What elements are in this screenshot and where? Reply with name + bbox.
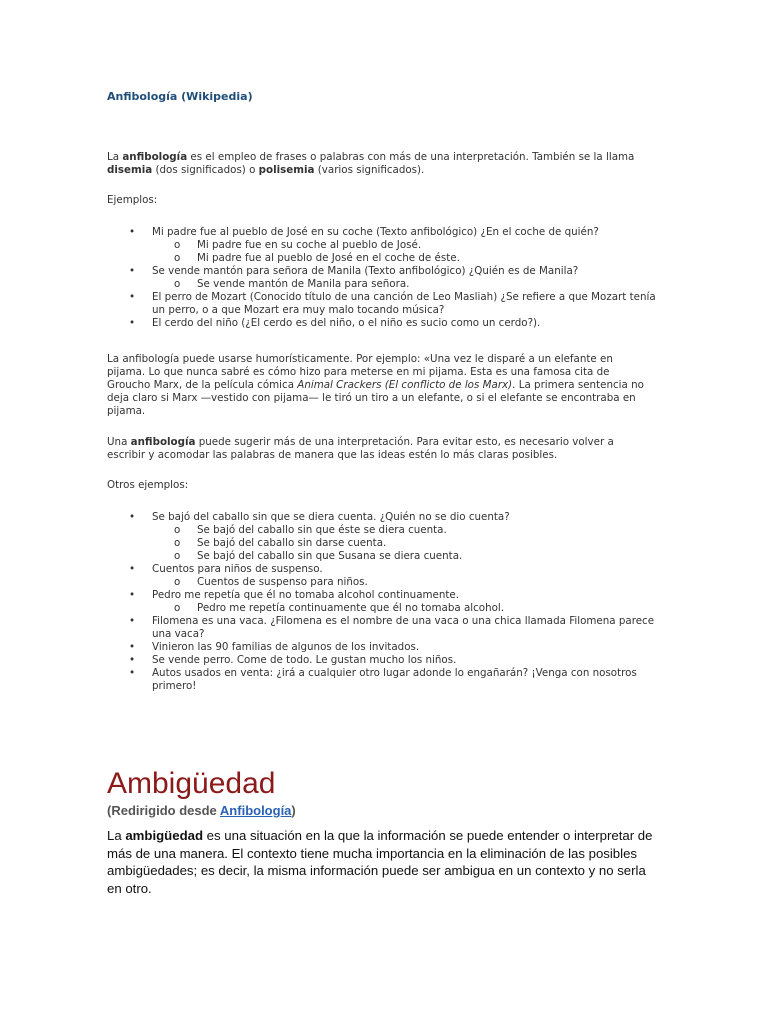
sub-list-item: o Mi padre fue al pueblo de José en el coche de éste. <box>152 252 657 265</box>
sub-list-item: o Se bajó del caballo sin que éste se diera cuenta. <box>152 524 657 537</box>
list-item-text: Mi padre fue al pueblo de José en su coche (Texto anfibológico) ¿En el coche de quién? <box>152 226 599 238</box>
term-anfibologia: anfibología <box>122 151 188 163</box>
list-item <box>107 641 657 654</box>
others-label: Otros ejemplos: <box>107 479 189 491</box>
sub-list-item: o Cuentos de suspenso para niños. <box>152 576 657 589</box>
list-item-text: Se vende perro. Come de todo. Le gustan mucho los niños. <box>152 654 457 666</box>
film-title: Animal Crackers (El conflicto de los Marx) <box>297 379 513 391</box>
redirect-close: ) <box>291 803 296 818</box>
list-item <box>107 615 657 641</box>
ambiguedad-paragraph <box>107 827 662 897</box>
redirect-open: (Redirigido desde <box>107 803 220 818</box>
sub-list-item: o Mi padre fue en su coche al pueblo de José. <box>152 239 657 252</box>
suggest-text-1: Una <box>107 436 131 448</box>
others-list <box>107 511 657 693</box>
list-item-text: Pedro me repetía que él no tomaba alcohol continuamente. <box>152 589 460 601</box>
body-text-2: es una situación en la que la información se puede entender o interpretar de más de una manera. El contexto tiene mucha importancia en la eliminación de las posibles ambigüedades; es decir, la misma información puede ser ambigua en un contexto y no serla en otro. <box>107 828 653 896</box>
sub-list <box>152 524 657 563</box>
term-anfibologia-2: anfibología <box>130 436 196 448</box>
list-item <box>107 654 657 667</box>
section-title: Anfibología (Wikipedia) <box>107 90 253 103</box>
list-item <box>107 511 657 563</box>
examples-label: Ejemplos: <box>107 194 158 206</box>
list-item-text: Cuentos para niños de suspenso. <box>152 563 323 575</box>
intro-text-2: es el empleo de frases o palabras con más de una interpretación. También se la llama <box>187 151 635 163</box>
humor-text-1: La anfibología puede usarse humorísticamente. Por ejemplo: «Una vez le disparé a un elefante en pijama. Lo que nunca sabré es cómo hizo para meterse en mi pijama. Esta es una famosa cita de Groucho Marx, de la película cómica <box>107 353 613 391</box>
list-item <box>107 317 657 330</box>
body-text-1: La <box>107 828 126 843</box>
list-item-text: El perro de Mozart (Conocido título de una canción de Leo Masliah) ¿Se refiere a que Mozart tenía un perro, o a que Mozart era muy malo tocando música? <box>152 291 656 316</box>
list-item-text: Se bajó del caballo sin que se diera cuenta. ¿Quién no se dio cuenta? <box>152 511 510 523</box>
term-ambiguedad: ambigüedad <box>125 828 204 843</box>
sub-list <box>152 239 657 265</box>
term-polisemia: polisemia <box>258 164 315 176</box>
intro-text-4: (varios significados). <box>314 164 425 176</box>
examples-list <box>107 226 657 330</box>
list-item <box>107 226 657 265</box>
redirect-note <box>107 803 296 819</box>
list-item <box>107 589 657 615</box>
list-item <box>107 667 657 693</box>
intro-text-1: La <box>107 151 123 163</box>
list-item-text: El cerdo del niño (¿El cerdo es del niño, o el niño es sucio como un cerdo?). <box>152 317 541 329</box>
list-item <box>107 563 657 589</box>
sub-list <box>152 278 657 291</box>
list-item-text: Filomena es una vaca. ¿Filomena es el nombre de una vaca o una chica llamada Filomena parece una vaca? <box>152 615 655 640</box>
sub-list <box>152 602 657 615</box>
sub-list-item: o Se bajó del caballo sin que Susana se diera cuenta. <box>152 550 657 563</box>
list-item-text: Vinieron las 90 familias de algunos de los invitados. <box>152 641 420 653</box>
sub-list-item: o Se vende mantón de Manila para señora. <box>152 278 657 291</box>
list-item <box>107 291 657 317</box>
sub-list-item: o Pedro me repetía continuamente que él no tomaba alcohol. <box>152 602 657 615</box>
ambiguedad-heading: Ambigüedad <box>107 767 276 800</box>
list-item-text: Autos usados en venta: ¿irá a cualquier otro lugar adonde lo engañarán? ¡Venga con nosotros primero! <box>152 667 637 692</box>
suggest-text-2: puede sugerir más de una interpretación. Para evitar esto, es necesario volver a escribir y acomodar las palabras de manera que las ideas estén lo más claras posibles. <box>107 436 614 461</box>
sub-list <box>152 576 657 589</box>
suggest-paragraph <box>107 436 652 462</box>
sub-list-item: o Se bajó del caballo sin darse cuenta. <box>152 537 657 550</box>
list-item <box>107 265 657 291</box>
list-item-text: Se vende mantón para señora de Manila (Texto anfibológico) ¿Quién es de Manila? <box>152 265 579 277</box>
intro-text-3: (dos significados) o <box>152 164 259 176</box>
term-disemia: disemia <box>107 164 153 176</box>
intro-paragraph <box>107 151 652 177</box>
humor-paragraph <box>107 353 652 418</box>
redirect-link[interactable]: Anfibología <box>219 803 292 818</box>
humor-text-2: . La primera sentencia no deja claro si Marx —vestido con pijama— le tiró un tiro a un elefante, o si el elefante se encontraba en pijama. <box>107 379 644 417</box>
